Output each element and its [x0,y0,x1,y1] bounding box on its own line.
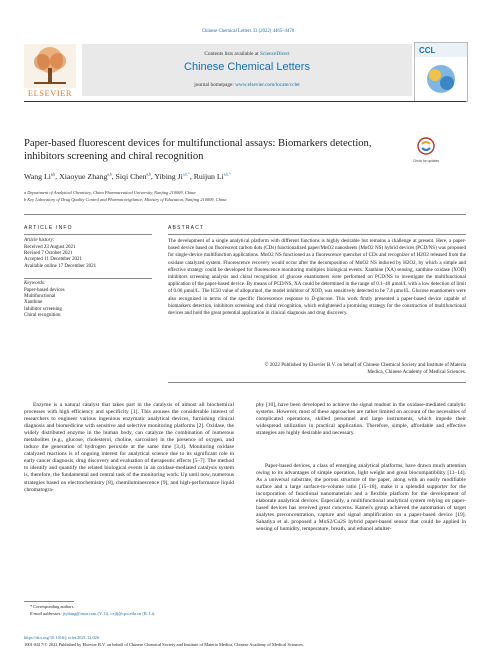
article-info-heading: ARTICLE INFO [24,225,73,231]
keywords-list [24,288,65,319]
cover-title: CCL [419,46,436,55]
article-title: Paper-based fluorescent devices for multifunctional assays: Biomarkers detection, inhibitors screening and chiral recognition [24,138,372,162]
abstract-rule [168,234,466,235]
sciencedirect-link[interactable]: ScienceDirect [259,51,290,57]
copyright-line-1: © 2022 Published by Elsevier B.V. on behalf of Chinese Chemical Society and Institute of Materia [264,362,466,368]
keywords-rule [24,278,152,279]
elsevier-logo [24,44,76,96]
contents-line [82,51,412,57]
email-line [30,611,155,617]
abstract-copyright [168,362,466,376]
history-online: Available online 17 December 2021 [24,263,97,269]
email-label: E-mail addresses: [30,611,63,616]
footer-copyright: 1001-8417/© 2022 Published by Elsevier B.V. on behalf of Chinese Chemical Society and Institute of Materia Medica, Chinese Academy of Medical Sciences. [24,642,304,647]
keywords-label: Keywords: [24,281,46,286]
author-list: Wang Li$^{a,b}$, Xiaoyue Zhang$^{a,b}$, Siqi Chen$^{a,b}$, Yibing $Ji^{a,b,*}$, Ruijun $Li^{a,b,*}$ [24,172,231,181]
journal-name: Chinese Chemical Letters [184,61,310,73]
cover-artwork-icon [421,61,461,97]
history-received: Received 23 August 2021 [24,245,76,250]
abstract-heading: ABSTRACT [168,225,205,231]
email-links[interactable]: jiyibing@msn.com (Y. Ji), cxjlj@cpu.edu.cn (R. Li). [62,611,156,616]
homepage-link[interactable]: www.elsevier.com/locate/cclet [235,82,300,88]
keyword-item: Chiral recognition [24,312,61,318]
check-for-updates-button[interactable] [413,137,439,164]
abstract-end-rule [168,382,466,383]
affiliation-a: a Department of Analytical Chemistry, China Pharmaceutical University, Nanjing 210009, China [24,190,196,195]
body-column-2-p1: phy [10], have been developed to achieve the signal readout in the oxidase-mediated catalytic systems. However, most of these approaches are rather limited on account of the necessities of complicated operations, skilled personnel and large instruments, which impede their widespread utilization in practical application. Therefore, simple, affordable and effective strategies are highly desirable and necessary. [256,402,466,437]
journal-cover [414,42,468,102]
tree-icon [24,44,76,88]
affiliation-rule [24,214,466,215]
corresponding-note: * Corresponding authors. [30,604,75,609]
contents-prefix: Contents lists available at [204,51,260,57]
body-column-1: Enzyme is a natural catalyst that takes part in the catalysis of almost all biochemical processes with high efficiency and specificity [1]. This arouses the considerable interest of researchers to engineer various ingenious enzymatic analytical devices, furnishing clinical diagnosis and biomedicine with sensitive and selective monitoring platforms [2]. Oxidase, the widely distributed enzyme in the human body, can catalyze the combination of numerous metabolites (e.g., glucose, cholesterol, choline, sarcosine) in the presence of oxygen, and induce the generation of hydrogen peroxide at the same time [3,4]. Monitoring oxidase catalyzed reactions is of ongoing interest for analytical science due to its significant role in early cancer diagnosis, drug discovery and evaluation of therapeutic effects [5–7]. The method to identify and quantify the related biological events in an oxidase-mediated catalysis system is, therefore, the fundamental and central task of the monitoring work. Up until now, numerous strategies based on electrochemistry [8], chemiluminescence [9], and high-performance liquid chromatogra- [24,402,234,493]
history-revised: Revised 7 October 2021 [24,251,73,257]
footnote-rule [24,601,74,602]
history-accepted: Accepted 11 December 2021 [24,257,82,263]
journal-citation[interactable]: Chinese Chemical Letters 33 (2022) 4465–4470 [201,29,295,34]
homepage-line [82,82,412,88]
keyword-item: Paper-based devices [24,288,65,293]
homepage-prefix: journal homepage: [194,82,236,88]
affiliation-b: b Key Laboratory of Drug Quality Control and Pharmacovigilance, Ministry of Education, Nanjing 210009, China [24,197,227,202]
body-column-2-p2: Paper-based devices, a class of emerging analytical platforms, have drawn much attention owing to its advantages of simple operation, light weight and great biocompatibility [11–14]. As a universal substrate, the porous structure of the paper, along with an easily modifiable surface and a large surface-to-volume ratio [15–18], make it a splendid supporter for the incorporation of functional nanomaterials and a flexible platform for the development of elaborate analytical devices. Especially, a multifunctional analytical system relying on paper-based devices has received great concerns. Kamei's group achieved the automation of target analytes preconcentration, capture and signal amplification on a paper-based device [19]. Sahatiya et al. proposed a MoS2/Cu2S hybrid paper-based sensor that could be applied in sensing of humidity, temperature, breath, and ethanol adulter- [256,463,466,533]
doi-link[interactable]: https://doi.org/10.1016/j.cclet.2021.12.026 [24,635,100,640]
abstract-text: The development of a single analytical platform with different functions is highly desirable but remains a challenge at present. Here, a paper-based device based on fluorescent carbon dots (CDs) functionalized paper/MnO2 nanosheets (MnO2 NS) hybrid devices (PCD/NS) was proposed for single-device multifunction applications. MnO2 NS functioned as a fluorescence quencher of CDs and recognizer of H2O2 released from the oxidase catalyzed system. Fluorescence recovery would occur after the decomposition of MnO2 NS induced by H2O2, by which a simple and effective strategy could be developed for fluorescence monitoring multiplex biological events. Xanthine (XA) sensing, xanthine oxidase (XOD) inhibitors screening analysis and chiral recognition of glucose enantiomers were performed on PCD/NS to investigate the multifunctional application of the paper-based device. By means of PCD/NS, XA could be determined in the range of 0.1–40 µmol/L with a low detection of limit of 0.06 µmol/L. The IC50 value of allopurinol, the model inhibitor of XOD, was sensitively detected to be 7.4 µmol/L. Glucose enantiomers were also recognized in terms of the specific fluorescence response to D-glucose. This work firstly presented a paper-based device capable of biomarkers detection, inhibitors screening and chiral recognition, which enlightened a promising strategy for the construction of multifunctional devices and hold the great potential application in clinical diagnosis and drug discovery. [168,238,466,317]
keyword-item: Xanthine [24,300,43,306]
history-list [24,245,96,270]
check-updates-label: Check for updates [413,159,439,163]
journal-header [82,44,412,96]
header-rule [24,101,466,102]
history-label: Article history: [24,238,55,243]
copyright-line-2: Medica, Chinese Academy of Medical Sciences. [367,369,466,376]
check-updates-icon [417,137,435,155]
keyword-item: Inhibitor screening [24,306,62,312]
article-info-rule [24,234,152,235]
elsevier-wordmark: ELSEVIER [27,88,73,98]
keyword-item: Multifunctional [24,294,56,300]
